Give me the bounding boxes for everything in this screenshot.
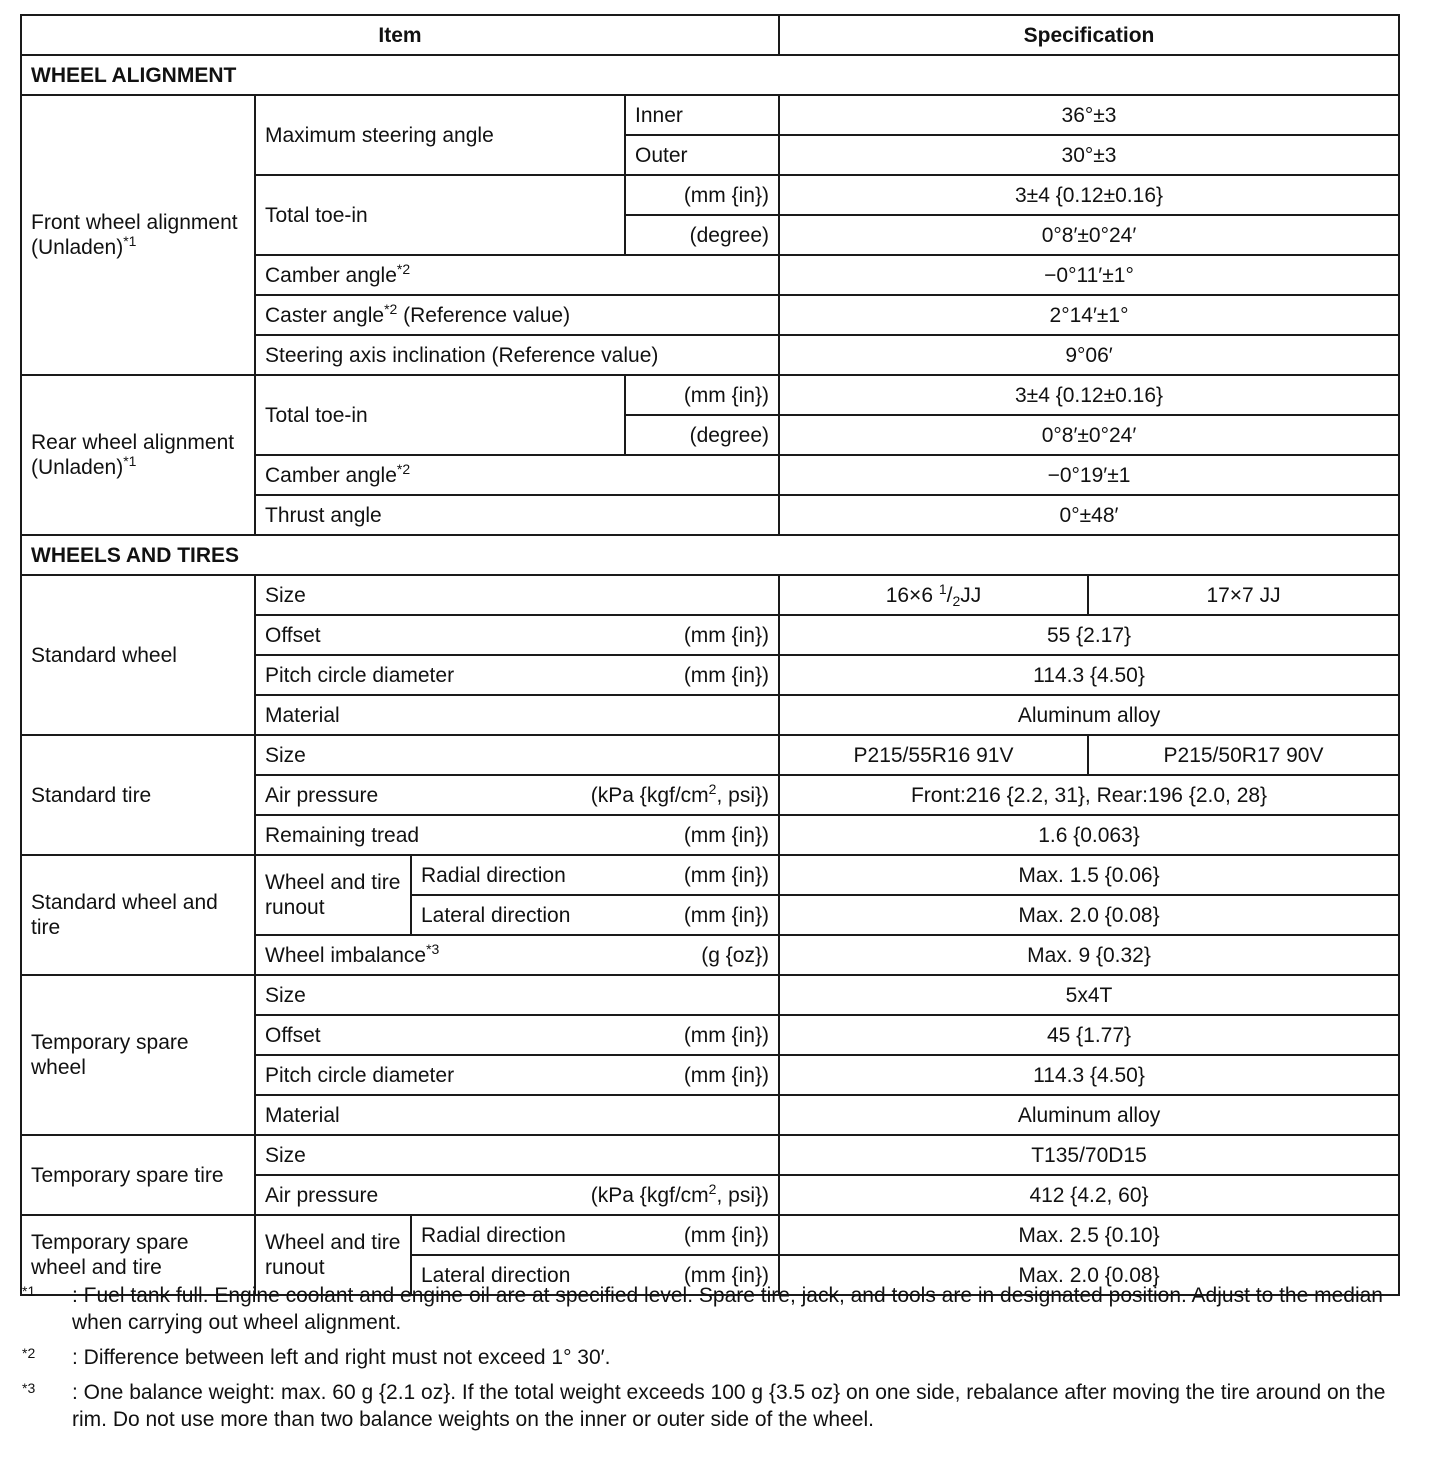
footnotes [22,1282,1422,1441]
unit-mm: (mm {in}) [683,1023,769,1047]
unit-mm: (mm {in}) [625,375,779,415]
fraction-numerator: 1 [938,580,947,597]
air-pressure-cell [255,1175,779,1215]
footnote-marker: *3 [22,1380,36,1396]
camber-label: Camber angle [265,463,397,487]
unit-degree: (degree) [625,415,779,455]
unit-kpa [590,1180,769,1208]
unit-kpa [590,780,769,808]
caster-value: 2°14′±1° [779,295,1399,335]
footnote-text: : Difference between left and right must not exceed 1° 30′. [72,1346,611,1369]
size-suffix: JJ [960,583,982,607]
radial-label: Radial direction [421,863,566,887]
offset-cell [255,615,779,655]
table-row [21,735,1399,775]
unit-text: (kPa {kgf/cm [590,1183,709,1207]
caster-suffix: (Reference value) [397,303,571,327]
footnote-text: : Fuel tank full. Engine coolant and engine oil are at specified level. Spare tire, jack, and tools are in designated position. Adjust to the median when carrying out wheel alignment. [72,1284,1383,1334]
front-camber-value: −0°11′±1° [779,255,1399,295]
section-row [21,535,1399,575]
tread-cell [255,815,779,855]
footnote-1 [22,1282,1422,1336]
wheel-size-16-value: 16×6 $^1/_2JJ$ [779,575,1088,615]
material-label: Material [255,1095,779,1135]
footnote-mark: *3 [426,940,440,957]
section-wheels-and-tires: WHEELS AND TIRES [21,535,1399,575]
group-standard-tire: Standard tire [21,735,255,855]
footnote-mark: *1 [123,233,137,249]
group-label: Rear wheel alignment (Unladen) [31,431,235,479]
outer-value: 30°±3 [779,135,1399,175]
size-label: Size [255,575,779,615]
offset-cell [255,1015,779,1055]
footnote-mark [22,1282,72,1336]
unit-text: , psi}) [716,783,769,807]
rear-camber-cell [255,455,779,495]
front-toe-in-degree-value: 0°8′±0°24′ [779,215,1399,255]
unit-mm: (mm {in}) [683,823,769,847]
table-row [21,975,1399,1015]
table-row [21,95,1399,135]
footnote-3 [22,1379,1422,1433]
footnote-mark: *2 [396,260,411,277]
footnote-mark: *2 [384,300,398,317]
tire-size-16-value: P215/55R16 91V [779,735,1088,775]
lateral-label: Lateral direction [421,1263,571,1287]
table-row [21,375,1399,415]
unit-text: (kPa {kgf/cm [590,783,709,807]
table-header-row [21,15,1399,55]
footnote-mark: *2 [396,460,411,477]
unit-exponent: 2 [708,1180,717,1197]
radial-cell [411,1215,779,1255]
group-front-wheel-alignment [21,95,255,375]
unit-mm: (mm {in}) [625,175,779,215]
table-row [21,575,1399,615]
spare-radial-value: Max. 2.5 {0.10} [779,1215,1399,1255]
caster-label: Caster angle [265,303,385,327]
offset-label: Offset [265,1023,321,1047]
group-standard-wheel: Standard wheel [21,575,255,735]
group-label: Front wheel alignment (Unladen) [31,211,238,259]
radial-label: Radial direction [421,1223,566,1247]
footnote-text: : One balance weight: max. 60 g {2.1 oz}. If the total weight exceeds 100 g {3.5 oz} on one side, rebalance after moving the tire around on the rim. Do not use more than two balance weights on the inner or outer side of the wheel. [72,1381,1386,1431]
tread-value: 1.6 {0.063} [779,815,1399,855]
group-temporary-spare-wheel: Temporary spare wheel [21,975,255,1135]
group-temporary-spare-tire: Temporary spare tire [21,1135,255,1215]
header-item: Item [21,15,779,55]
lateral-cell [411,895,779,935]
spare-pcd-value: 114.3 {4.50} [779,1055,1399,1095]
unit-text: , psi}) [716,1183,769,1207]
imbalance-cell [255,935,779,975]
group-standard-wheel-and-tire: Standard wheel and tire [21,855,255,975]
steering-axis-label: Steering axis inclination (Reference value) [255,335,779,375]
spec-table [20,14,1400,1296]
fraction-denominator: 2 [952,592,961,609]
inner-label: Inner [625,95,779,135]
lateral-value: Max. 2.0 {0.08} [779,895,1399,935]
group-temporary-spare-wheel-and-tire: Temporary spare wheel and tire [21,1215,255,1295]
imbalance-label-wrap [265,940,440,968]
table-row [21,855,1399,895]
steering-axis-value: 9°06′ [779,335,1399,375]
spare-wheel-size-value: 5x4T [779,975,1399,1015]
offset-label: Offset [265,623,321,647]
thrust-angle-value: 0°±48′ [779,495,1399,535]
size-label: Size [255,975,779,1015]
footnote-2 [22,1344,1422,1371]
runout-label: Wheel and tire runout [255,1215,411,1295]
material-value: Aluminum alloy [779,695,1399,735]
spare-material-value: Aluminum alloy [779,1095,1399,1135]
unit-exponent: 2 [708,780,717,797]
spare-tire-size-value: T135/70D15 [779,1135,1399,1175]
offset-value: 55 {2.17} [779,615,1399,655]
unit-mm: (mm {in}) [683,1063,769,1087]
radial-value: Max. 1.5 {0.06} [779,855,1399,895]
rear-toe-in-mm-value: 3±4 {0.12±0.16} [779,375,1399,415]
section-wheel-alignment: WHEEL ALIGNMENT [21,55,1399,95]
caster-cell [255,295,779,335]
front-camber-cell [255,255,779,295]
footnote-marker: *2 [22,1345,36,1361]
unit-mm: (mm {in}) [683,623,769,647]
footnote-mark: *1 [123,453,137,469]
pcd-value: 114.3 {4.50} [779,655,1399,695]
header-specification: Specification [779,15,1399,55]
size-text: 16×6 [885,583,939,607]
imbalance-value: Max. 9 {0.32} [779,935,1399,975]
rear-toe-in-degree-value: 0°8′±0°24′ [779,415,1399,455]
air-pressure-label: Air pressure [265,1183,379,1207]
pcd-label: Pitch circle diameter [265,1063,455,1087]
size-label: Size [255,735,779,775]
footnote-mark [22,1344,72,1371]
wheel-size-17-value: 17×7 JJ [1088,575,1399,615]
imbalance-label: Wheel imbalance [265,943,427,967]
tread-label: Remaining tread [265,823,420,847]
outer-label: Outer [625,135,779,175]
section-row [21,55,1399,95]
pcd-cell [255,655,779,695]
unit-mm: (mm {in}) [683,663,769,687]
max-steering-angle-label: Maximum steering angle [255,95,625,175]
footnote-mark [22,1379,72,1433]
table-row [21,1215,1399,1255]
rear-toe-in-label: Total toe-in [255,375,625,455]
unit-mm: (mm {in}) [683,863,769,887]
camber-label: Camber angle [265,263,397,287]
unit-degree: (degree) [625,215,779,255]
pcd-label: Pitch circle diameter [265,663,455,687]
inner-value: 36°±3 [779,95,1399,135]
pcd-cell [255,1055,779,1095]
rear-camber-value: −0°19′±1 [779,455,1399,495]
radial-cell [411,855,779,895]
unit-mm: (mm {in}) [683,903,769,927]
spare-air-pressure-value: 412 {4.2, 60} [779,1175,1399,1215]
front-toe-in-label: Total toe-in [255,175,625,255]
footnote-marker: *1 [22,1283,36,1299]
thrust-angle-label: Thrust angle [255,495,779,535]
spare-offset-value: 45 {1.77} [779,1015,1399,1055]
air-pressure-cell [255,775,779,815]
lateral-label: Lateral direction [421,903,571,927]
front-toe-in-mm-value: 3±4 {0.12±0.16} [779,175,1399,215]
group-rear-wheel-alignment [21,375,255,535]
unit-g: (g {oz}) [701,943,769,967]
tire-size-17-value: P215/50R17 90V [1088,735,1399,775]
spare-lateral-value: Max. 2.0 {0.08} [779,1255,1399,1295]
size-label: Size [255,1135,779,1175]
table-row [21,1135,1399,1175]
runout-label: Wheel and tire runout [255,855,411,935]
unit-mm: (mm {in}) [683,1263,769,1287]
unit-mm: (mm {in}) [683,1223,769,1247]
air-pressure-value: Front:216 {2.2, 31}, Rear:196 {2.0, 28} [779,775,1399,815]
material-label: Material [255,695,779,735]
air-pressure-label: Air pressure [265,783,379,807]
